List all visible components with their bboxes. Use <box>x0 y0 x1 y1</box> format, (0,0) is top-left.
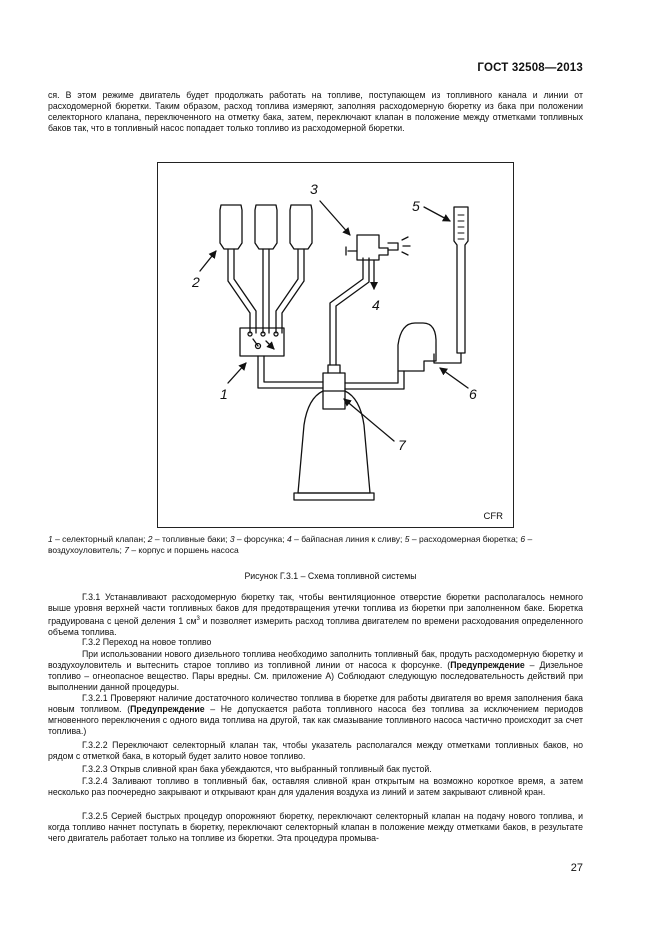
line-burette-to-trap <box>434 353 461 363</box>
selector-port-1 <box>248 332 252 336</box>
line-tank1-b <box>234 249 256 333</box>
callout-4: 4 <box>372 297 380 313</box>
legend-text-7: – корпус и поршень насоса <box>128 545 239 555</box>
g321-text-a: Г.3.2.1 Проверяют наличие достаточного количество топлива в бюретке для работы двигателя во время заполнения бака новым топливом. ( <box>48 693 583 714</box>
legend-text-2: – топливные баки; <box>152 534 230 544</box>
legend-num-2: 2 <box>147 534 153 544</box>
g32-text-b: – Дизельное топливо – огнеопасное вещество. Пары вредны. См. приложение А) Соблюдают следующую последовательность действий при выполнении данной процедуры. <box>48 659 583 692</box>
line-pump-to-injector-a <box>330 258 363 365</box>
injector-handle <box>346 247 357 255</box>
pump-inlet <box>328 365 340 373</box>
callout-1: 1 <box>220 386 228 402</box>
leader-2 <box>200 251 216 271</box>
line-selector-to-pump-a <box>258 356 323 388</box>
injector-spray-1 <box>402 237 408 240</box>
leader-1 <box>228 363 246 383</box>
injector-nozzle <box>388 243 398 250</box>
fuel-tank-2 <box>255 205 277 249</box>
section-g323: Г.3.2.3 Открыв сливной кран бака убеждаются, что выбранный топливный бак пустой. <box>82 764 432 774</box>
callout-2: 2 <box>192 274 200 290</box>
g31-text-b: и позволяет измерить расход топлива двигателем по времени расходования определенного объема топлива. <box>48 615 583 637</box>
standard-header: ГОСТ 32508—2013 <box>477 62 583 74</box>
g32-text-a: При использовании нового дизельного топлива необходимо заполнить топливный бак, продуть расходомерную бюретку и воздухоуловитель и вытеснить старое топливо из топливной линии от насоса к форсунке. ( <box>48 649 583 670</box>
burette-graduations <box>458 215 464 239</box>
legend-num-4: 4 <box>287 534 292 544</box>
fuel-system-figure <box>157 162 514 528</box>
pump-base <box>294 493 374 500</box>
callout-6: 6 <box>469 386 477 402</box>
leader-5 <box>424 207 450 221</box>
selector-arrow <box>266 341 274 349</box>
section-g324: Г.3.2.4 Заливают топливо в топливный бак, оставляя сливной кран открытым на возможно короткое время, а затем несколько раз поочередно закрывают и открывают кран для удаления воздуха из линий и затем закрывают сливной кран. <box>48 776 583 797</box>
legend-num-6: 6 <box>520 534 526 544</box>
line-tank1-a <box>228 249 250 333</box>
fuel-system-diagram <box>158 163 515 529</box>
selector-port-2 <box>261 332 265 336</box>
g321-warning: Предупреждение <box>130 703 205 714</box>
g32-warning: Предупреждение <box>450 659 525 670</box>
section-g322: Г.3.2.2 Переключают селекторный клапан так, чтобы указатель располагался между отметками топливных баков, но рядом с отметкой бака, в который будет залито новое топливо. <box>48 740 583 761</box>
selector-port-3 <box>274 332 278 336</box>
section-g32-title: Г.3.2 Переход на новое топливо <box>82 637 212 647</box>
leader-7 <box>344 399 394 441</box>
legend-text-4: – байпасная линия к сливу; <box>291 534 405 544</box>
g31-text-a: Г.3.1 Устанавливают расходомерную бюретку так, чтобы вентиляционное отверстие бюретки располагалось немного выше уровня верхней части топливных баков для предотвращения утечки топлива из бюретки при заполненном баке. Бюретка градуирована с ценой деления 1 см <box>48 592 583 626</box>
legend-num-3: 3 <box>229 534 235 544</box>
injector-spray-3 <box>402 252 408 255</box>
section-g31 <box>48 592 583 638</box>
injector-body <box>357 235 388 260</box>
g321-text-b: – Не допускается работа топливного насоса без топлива за исключением периодов мгновенного переключения с одного вида топлива на другой, так как смазывание топливного насоса частично происходит за счет топлива.) <box>48 703 583 736</box>
g31-superscript: 3 <box>196 615 200 622</box>
figure-legend <box>48 534 583 556</box>
page-number: 27 <box>570 862 583 874</box>
figure-caption: Рисунок Г.3.1 – Схема топливной системы <box>244 571 417 581</box>
callout-7: 7 <box>398 437 406 453</box>
pump-housing <box>298 391 370 493</box>
line-tank3-b <box>282 249 304 333</box>
section-g32 <box>48 649 583 693</box>
legend-text-3: – форсунка; <box>234 534 288 544</box>
line-tank3-a <box>276 249 298 333</box>
leader-3 <box>320 201 350 235</box>
fuel-tank-3 <box>290 205 312 249</box>
section-g321 <box>48 693 583 737</box>
fuel-tank-1 <box>220 205 242 249</box>
line-trap-to-pump-b <box>345 371 398 383</box>
burette <box>454 207 468 353</box>
legend-num-5: 5 <box>404 534 410 544</box>
air-trap <box>398 323 436 371</box>
legend-num-7: 7 <box>124 545 129 555</box>
cfr-watermark: CFR <box>483 511 503 522</box>
intro-paragraph: ся. В этом режиме двигатель будет продолжать работать на топливе, поступающем из топливного канала и линии от расходомерной бюретки. Таким образом, расход топлива измеряют, заполняя расходомерную бюретку из бака при положении селекторного клапана, переключенного на отметку бака, затем, переключают клапан в положение между отметками топливных баков так, что в топливный насос попадает только топливо из расходомерной бюретки. <box>48 90 583 133</box>
callout-5: 5 <box>412 198 420 214</box>
line-selector-to-pump-b <box>264 356 323 382</box>
legend-text-1: – селекторный клапан; <box>52 534 148 544</box>
legend-num-1: 1 <box>48 534 53 544</box>
section-g325: Г.3.2.5 Серией быстрых процедур опорожняют бюретку, переключают селекторный клапан на подачу нового топлива, и когда топливо начнет поступать в бюретку, переключают селекторный клапан в положение между отметками баков, в результате чего двигатель работает только на топливе из бюретки. Эта процедура промыва- <box>48 811 583 843</box>
legend-text-5: – расходомерная бюретка; <box>409 534 521 544</box>
line-trap-to-pump-a <box>345 371 404 389</box>
legend-text-6: – воздухоуловитель; <box>48 534 533 555</box>
callout-3: 3 <box>310 181 318 197</box>
leader-6 <box>440 368 468 388</box>
line-pump-to-injector-b <box>336 258 369 365</box>
